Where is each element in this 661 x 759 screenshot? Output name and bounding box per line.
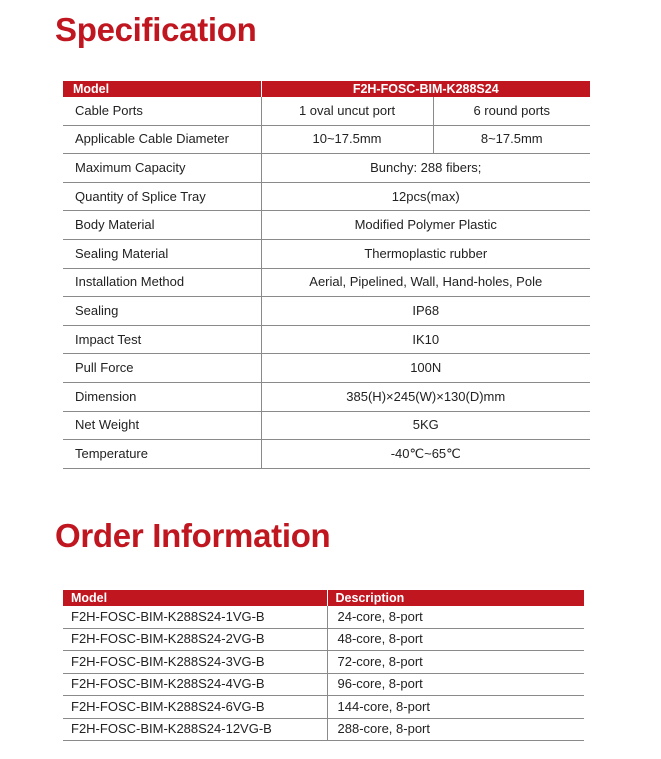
spec-label: Temperature [63, 440, 261, 469]
spec-value: 8~17.5mm [433, 125, 590, 154]
order-model: F2H-FOSC-BIM-K288S24-4VG-B [63, 673, 327, 696]
spec-value: Modified Polymer Plastic [261, 211, 590, 240]
order-description: 96-core, 8-port [327, 673, 584, 696]
order-row [63, 718, 584, 741]
spec-label: Cable Ports [63, 97, 261, 125]
spec-label: Body Material [63, 211, 261, 240]
spec-value: -40℃~65℃ [261, 440, 590, 469]
order-information-heading: Order Information [55, 517, 331, 554]
order-description: 144-core, 8-port [327, 696, 584, 719]
spec-value: IP68 [261, 297, 590, 326]
spec-label: Quantity of Splice Tray [63, 182, 261, 211]
spec-value: 10~17.5mm [261, 125, 433, 154]
spec-row [63, 297, 590, 326]
spec-label: Maximum Capacity [63, 154, 261, 183]
spec-row [63, 182, 590, 211]
spec-row [63, 268, 590, 297]
order-row [63, 696, 584, 719]
spec-label: Sealing [63, 297, 261, 326]
order-model: F2H-FOSC-BIM-K288S24-12VG-B [63, 718, 327, 741]
order-row [63, 673, 584, 696]
order-model: F2H-FOSC-BIM-K288S24-1VG-B [63, 606, 327, 628]
order-row [63, 606, 584, 628]
spec-header-row [63, 81, 590, 97]
spec-value: 100N [261, 354, 590, 383]
spec-value: IK10 [261, 325, 590, 354]
order-description: 288-core, 8-port [327, 718, 584, 741]
spec-label: Sealing Material [63, 239, 261, 268]
spec-value: 12pcs(max) [261, 182, 590, 211]
order-description: 48-core, 8-port [327, 628, 584, 651]
spec-value: 5KG [261, 411, 590, 440]
spec-value: Thermoplastic rubber [261, 239, 590, 268]
order-model: F2H-FOSC-BIM-K288S24-3VG-B [63, 651, 327, 674]
order-header-row [63, 590, 584, 606]
specification-heading: Specification [55, 11, 257, 48]
spec-value: 385(H)×245(W)×130(D)mm [261, 382, 590, 411]
spec-value: Bunchy: 288 fibers; [261, 154, 590, 183]
spec-row [63, 382, 590, 411]
order-header-model: Model [63, 590, 327, 606]
spec-row [63, 211, 590, 240]
order-row [63, 628, 584, 651]
spec-value: Aerial, Pipelined, Wall, Hand-holes, Pole [261, 268, 590, 297]
spec-header-model-value: F2H-FOSC-BIM-K288S24 [261, 81, 590, 97]
spec-row [63, 154, 590, 183]
spec-row [63, 97, 590, 125]
order-header-description: Description [327, 590, 584, 606]
order-description: 24-core, 8-port [327, 606, 584, 628]
order-row [63, 651, 584, 674]
spec-label: Applicable Cable Diameter [63, 125, 261, 154]
spec-row [63, 411, 590, 440]
spec-row [63, 325, 590, 354]
spec-row [63, 125, 590, 154]
spec-row [63, 440, 590, 469]
order-information-table [63, 590, 584, 741]
spec-row [63, 239, 590, 268]
spec-label: Dimension [63, 382, 261, 411]
spec-value: 1 oval uncut port [261, 97, 433, 125]
specification-table [63, 81, 590, 469]
spec-label: Impact Test [63, 325, 261, 354]
spec-row [63, 354, 590, 383]
spec-value: 6 round ports [433, 97, 590, 125]
order-model: F2H-FOSC-BIM-K288S24-2VG-B [63, 628, 327, 651]
spec-label: Net Weight [63, 411, 261, 440]
spec-label: Installation Method [63, 268, 261, 297]
order-model: F2H-FOSC-BIM-K288S24-6VG-B [63, 696, 327, 719]
spec-header-model-label: Model [63, 81, 261, 97]
spec-label: Pull Force [63, 354, 261, 383]
order-description: 72-core, 8-port [327, 651, 584, 674]
